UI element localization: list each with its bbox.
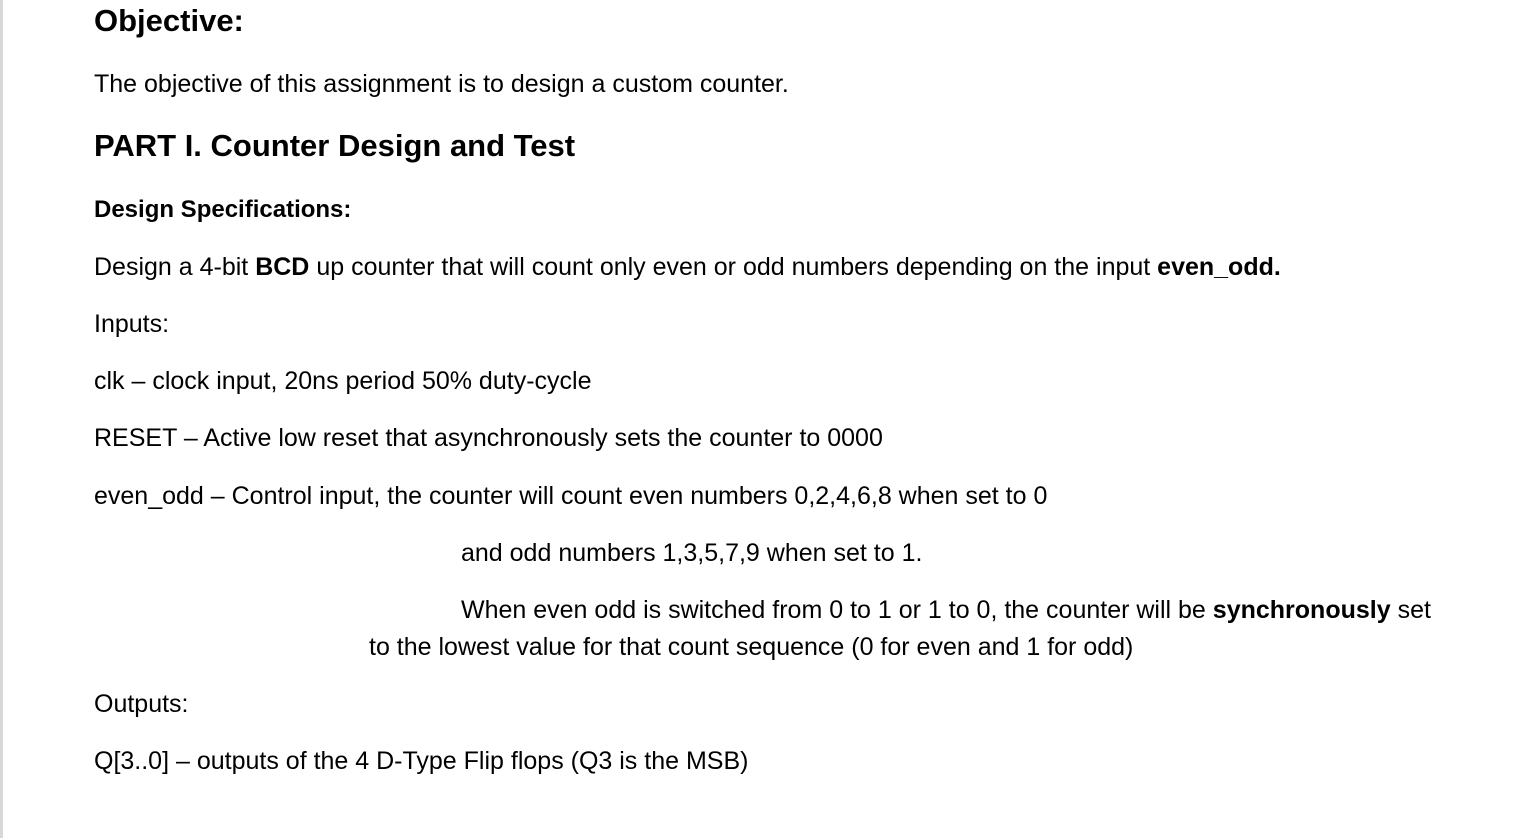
objective-text: The objective of this assignment is to design a custom counter. <box>94 70 789 98</box>
even-odd-line-2: and odd numbers 1,3,5,7,9 when set to 1. <box>461 539 923 567</box>
even-odd-line-4: to the lowest value for that count sequence (0 for even and 1 for odd) <box>369 633 1134 661</box>
part-heading: PART I. Counter Design and Test <box>94 128 576 163</box>
even-odd-line-3-pre: When even odd is switched from 0 to 1 or 1 to 0, the counter will be <box>461 596 1213 624</box>
even-odd-input-line: even_odd – Control input, the counter will count even numbers 0,2,4,6,8 when set to 0 <box>94 482 1048 510</box>
inputs-label: Inputs: <box>94 310 170 338</box>
clk-input-line: clk – clock input, 20ns period 50% duty-cycle <box>94 367 592 395</box>
synchronously-bold: synchronously <box>1212 596 1391 624</box>
spec-heading: Design Specifications: <box>94 196 352 223</box>
design-text-pre: Design a 4-bit <box>94 253 256 281</box>
reset-input-line: RESET – Active low reset that asynchronously sets the counter to 0000 <box>94 424 883 452</box>
outputs-label: Outputs: <box>94 690 189 718</box>
q-output-line: Q[3..0] – outputs of the 4 D-Type Flip flops (Q3 is the MSB) <box>94 747 749 775</box>
objective-heading: Objective: <box>94 3 244 38</box>
design-text-mid: up counter that will count only even or odd numbers depending on the input <box>309 253 1158 281</box>
design-bcd-bold: BCD <box>255 253 310 281</box>
design-paragraph <box>94 252 1281 282</box>
even-odd-line-3-post: set <box>1390 596 1431 624</box>
design-even-odd-bold: even_odd. <box>1157 253 1281 281</box>
even-odd-line-3 <box>461 595 1431 625</box>
